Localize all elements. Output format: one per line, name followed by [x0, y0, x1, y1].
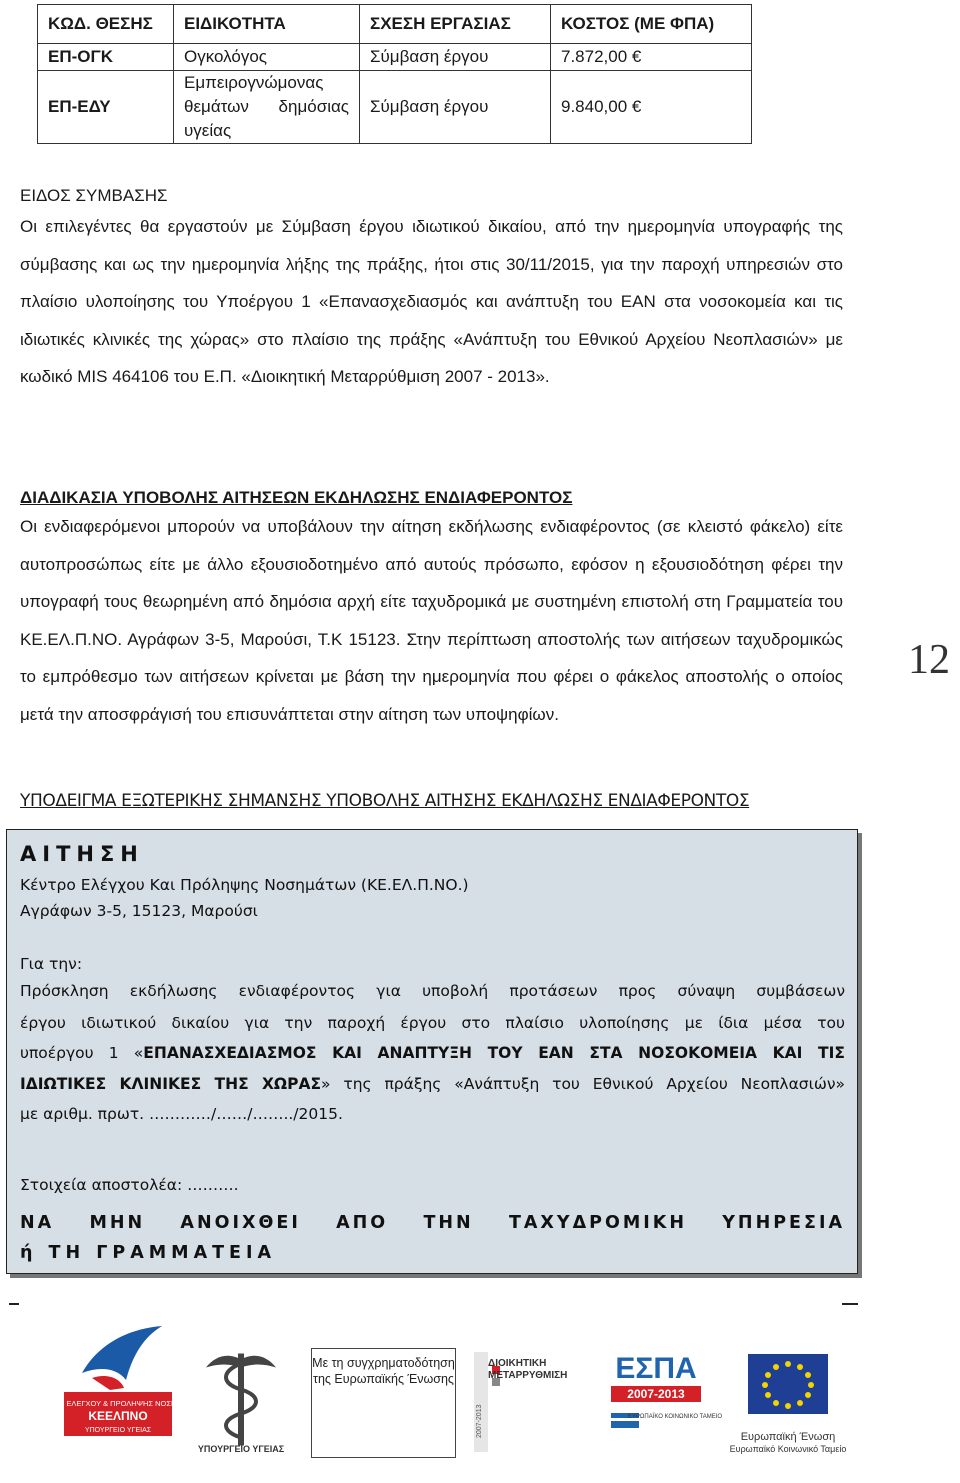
- invitation-line-3-prefix: υποέργου 1 «: [20, 1044, 144, 1062]
- ministry-caption: ΥΠΟΥΡΓΕΙΟ ΥΓΕΙΑΣ: [197, 1444, 285, 1454]
- right-dash-mark: [842, 1303, 858, 1305]
- subproject-title-part-1: ΕΠΑΝΑΣΧΕΔΙΑΣΜΟΣ ΚΑΙ ΑΝΑΠΤΥΞΗ ΤΟΥ ΕΑΝ ΣΤΑ ΝΟΣΟΚΟΜΕΙΑ ΚΑΙ ΤΙΣ: [143, 1044, 845, 1062]
- eu-cofinancing-box: Με τη συγχρηματοδότηση της Ευρωπαϊκής Ένωσης: [311, 1348, 456, 1458]
- espa-sub-caption: ΕΥΡΩΠΑΪΚΟ ΚΟΙΝΩΝΙΚΟ ΤΑΜΕΙΟ: [627, 1414, 723, 1420]
- reform-caption: ΔΙΟΙΚΗΤΙΚΗ ΜΕΤΑΡΡΥΘΜΙΣΗ: [488, 1358, 568, 1381]
- procedure-section: [20, 488, 843, 733]
- contract-type-text: Οι επιλεγέντες θα εργαστούν με Σύμβαση έργου ιδιωτικού δικαίου, από την ημερομηνία υπογραφής της σύμβασης και ως την ημερομηνία λήξης της πράξης, ήτοι στις 30/11/2015, για την παροχή υπηρεσιών στο πλαίσιο υλοποίησης του Υποέργου 1 «Επανασχεδιασμός και ανάπτυξη του ΕΑΝ στα νοσοκομεία και τις ιδιωτικές κλινικές της χώρας» στο πλαίσιο της πράξης «Ανάπτυξη του Εθνικού Αρχείου Νεοπλασιών» με κωδικό MIS 464106 του Ε.Π. «Διοικητική Μεταρρύθμιση 2007 - 2013».: [20, 217, 843, 386]
- cell-specialty: Ογκολόγος: [174, 44, 360, 71]
- header-work-relation: ΣΧΕΣΗ ΕΡΓΑΣΙΑΣ: [360, 5, 551, 44]
- application-heading: ΑΙΤΗΣΗ: [20, 842, 144, 866]
- sender-details-line: Στοιχεία αποστολέα: ……….: [20, 1176, 239, 1194]
- table-row: [38, 44, 752, 71]
- contract-type-section: [20, 186, 843, 396]
- invitation-line-4-rest: » της πράξης «Ανάπτυξη του Εθνικού Αρχείου Νεοπλασιών»: [321, 1075, 845, 1093]
- cell-code: ΕΠ-ΟΓΚ: [38, 44, 174, 71]
- header-specialty: ΕΙΔΙΚΟΤΗΤΑ: [174, 5, 360, 44]
- page-number: 12: [908, 637, 950, 683]
- application-envelope-box: [6, 829, 858, 1274]
- invitation-line-2: έργου ιδιωτικού δικαίου για την παροχή έργου στο πλαίσιο υλοποίησης με ίδια μέσα του: [20, 1014, 845, 1032]
- contract-type-heading: ΕΙΔΟΣ ΣΥΜΒΑΣΗΣ: [20, 186, 168, 205]
- table-row: [38, 71, 752, 144]
- eu-caption-name: Ευρωπαϊκή Ένωση: [740, 1431, 836, 1443]
- keelpno-name: ΚΕΕΛΠΝΟ: [88, 1409, 148, 1423]
- espa-name: ΕΣΠΑ: [615, 1352, 697, 1385]
- keelpno-ministry: ΥΠΟΥΡΓΕΙΟ ΥΓΕΙΑΣ: [84, 1427, 152, 1434]
- espa-years: 2007-2013: [627, 1387, 685, 1401]
- sample-label-title: ΥΠΟΔΕΙΓΜΑ ΕΞΩΤΕΡΙΚΗΣ ΣΗΜΑΝΣΗΣ ΥΠΟΒΟΛΗΣ ΑΙΤΗΣΗΣ ΕΚΔΗΛΩΣΗΣ ΕΝΔΙΑΦΕΡΟΝΤΟΣ: [20, 791, 750, 811]
- header-position-code: ΚΩΔ. ΘΕΣΗΣ: [38, 5, 174, 44]
- keelpno-bird-icon: [82, 1326, 162, 1380]
- left-dash-mark: [9, 1303, 19, 1305]
- header-cost: ΚΟΣΤΟΣ (ΜΕ ΦΠΑ): [551, 5, 752, 44]
- espa-logo: [597, 1348, 723, 1458]
- invitation-line-1: Πρόσκληση εκδήλωσης ενδιαφέροντος για υποβολή προτάσεων προς σύναψη συμβάσεων: [20, 982, 845, 1000]
- cell-relation: Σύμβαση έργου: [360, 71, 551, 144]
- recipient-address: Αγράφων 3-5, 15123, Μαρούσι: [20, 902, 258, 920]
- cell-specialty: Εμπειρογνώμονας θεμάτων δημόσιας υγείας: [174, 71, 360, 144]
- subproject-title-part-2: ΙΔΙΩΤΙΚΕΣ ΚΛΙΝΙΚΕΣ ΤΗΣ ΧΩΡΑΣ: [20, 1075, 322, 1093]
- recipient-org: Κέντρο Ελέγχου Και Πρόληψης Νοσημάτων (ΚΕ.ΕΛ.Π.ΝΟ.): [20, 876, 469, 894]
- for-label: Για την:: [20, 955, 83, 973]
- eu-caption: [728, 1431, 848, 1455]
- eu-caption-fund: Ευρωπαϊκό Κοινωνικό Ταμείο: [729, 1444, 847, 1454]
- procedure-heading: ΔΙΑΔΙΚΑΣΙΑ ΥΠΟΒΟΛΗΣ ΑΙΤΗΣΕΩΝ ΕΚΔΗΛΩΣΗΣ ΕΝΔΙΑΦΕΡΟΝΤΟΣ: [20, 488, 573, 507]
- do-not-open-warning-line-1: ΝΑ ΜΗΝ ΑΝΟΙΧΘΕΙ ΑΠΟ ΤΗΝ ΤΑΧΥΔΡΟΜΙΚΗ ΥΠΗΡΕΣΙΑ: [20, 1213, 845, 1233]
- keelpno-caption: ΚΕΝΤΡΟ ΕΛΕΓΧΟΥ & ΠΡΟΛΗΨΗΣ ΝΟΣΗΜΑΤΩΝ: [33, 1399, 203, 1408]
- cell-relation: Σύμβαση έργου: [360, 44, 551, 71]
- procedure-text: Οι ενδιαφερόμενοι μπορούν να υποβάλουν την αίτηση εκδήλωσης ενδιαφέροντος (σε κλειστό φάκελο) είτε αυτοπροσώπως είτε με άλλο εξουσιοδοτημένο από αυτούς πρόσωπο, εφόσον η εξουσιοδότηση φέρει την υπογραφή τους θεωρημένη από δημόσια αρχή είτε ταχυδρομικά με συστημένη επιστολή στη Γραμματεία του ΚΕ.ΕΛ.Π.ΝΟ. Αγράφων 3-5, Μαρούσι, Τ.Κ 15123. Στην περίπτωση αποστολής των αιτήσεων ταχυδρομικώς το εμπρόθεσμο των αιτήσεων κρίνεται με βάση την ημερομηνία που φέρει ο φάκελος αποστολής ο οποίος μετά την αποσφράγισή του επισυνάπτεται στην αίτηση των υποψηφίων.: [20, 517, 843, 724]
- reform-years: 2007-2013: [476, 1404, 483, 1438]
- do-not-open-warning-line-2: ή ΤΗ ΓΡΑΜΜΑΤΕΙΑ: [20, 1243, 277, 1263]
- cell-cost: 7.872,00 €: [551, 44, 752, 71]
- invitation-line-4: [20, 1075, 845, 1093]
- table-header-row: [38, 5, 752, 44]
- footer-logos: [0, 1318, 960, 1483]
- cell-cost: 9.840,00 €: [551, 71, 752, 144]
- positions-cost-table: [37, 4, 752, 144]
- invitation-line-3: [20, 1044, 845, 1062]
- keelpno-logo: [33, 1318, 203, 1438]
- cell-code: ΕΠ-ΕΔΥ: [38, 71, 174, 144]
- protocol-number-line: με αριθμ. πρωτ. …………/……/……../2015.: [20, 1105, 343, 1123]
